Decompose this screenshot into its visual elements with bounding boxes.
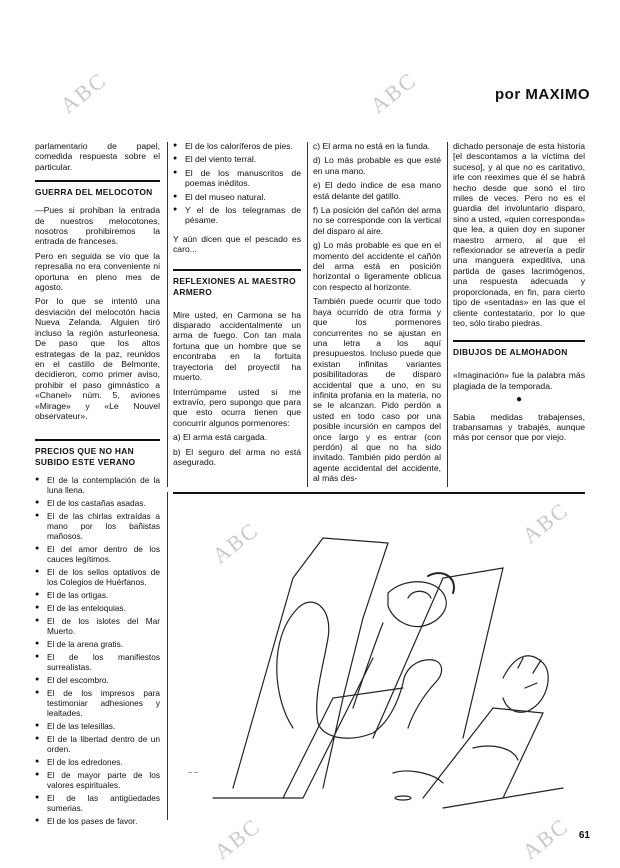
column-4 [453,141,585,447]
list-item: ● El de las enteloquias. [35,603,160,613]
column-divider [167,492,168,820]
list-item: ● El del escombro. [35,675,160,685]
list-item: ● El de las telesillas. [35,721,160,731]
watermark-abc: ABC [209,812,266,865]
list-item: ● El de los edredones. [35,757,160,767]
list-item: ● El del amor dentro de los cauces legítimos. [35,544,160,564]
paragraph: dichado personaje de esta historia [el descontamos a la víctima del suceso], y al que no es caritativo, irle con reeximes que él se habrá hecho desde que sonó el tiro miles de veces. Pero no es el guardia del involuntario disparo, sino a usted, «quien corresponda» que lea, a quien doy en suponer maestro armero, al que el reflexionador se atrevería a pedir una manguera expeditiva, una partida de gases lacrimógenos, una respuesta adecuada y proporcionada, en fin, para cierto tipo de «sentadas» en las que el cliente contestatario, por lo que teo, sólo tirabo piedras. [453,141,585,328]
paragraph: Mire usted, en Carmona se ha disparado accidentalmente un arma de fuego. Con tan mala fortuna que un hombre que se encontraba en la fortuita trayectoria del proyectil ha muerto. [173,309,301,383]
list-line: b) El seguro del arma no está asegurado. [173,446,301,467]
watermark-abc: ABC [517,496,574,549]
list-item: ● El de los sellos optativos de los Colegios de Huérfanos. [35,567,160,587]
list-line: d) Lo más probable es que esté en una mano. [313,155,441,176]
list-item: ● Y el de los telegramas de pésame. [173,205,301,226]
section-title-dibujos: DIBUJOS DE ALMOHADON [453,340,585,358]
column-1 [35,141,160,829]
deckchair-illustration [173,498,585,828]
column-2 [173,141,301,471]
list-item: ● El de mayor parte de los valores espirituales. [35,770,160,790]
reclining-figure [277,582,446,738]
list-item: ● El del viento terral. [173,154,301,164]
column-divider [307,142,308,487]
watermark-abc: ABC [207,516,264,569]
list-item: ● El de la arena gratis. [35,639,160,649]
list-item: ● El de los manuscritos de poemas inéditos. [173,168,301,189]
list-item: ● El de las ortigas. [35,590,160,600]
illustration-top-rule [173,492,585,494]
list-item: ● El de la contemplación de la luna llena. [35,475,160,495]
plant-sketch [503,656,548,713]
intro-paragraph: parlamentario de papel, comedida respuesta sobre el particular. [35,141,160,172]
paragraph: Por lo que se intentó una desviación del melocotón hacia Nueva Zelanda. Alguien tiró incluso la región asturleonesa. De paso que los altos estrategas de la paz, reunidos en el castillo de Belmonte, decidieron, como primer aviso, prohibir el paso gimnástico a «Chanel» núm. 5, aviones «Mirage» y «Le Nouvel observateur». [35,296,160,421]
list-line: a) El arma está cargada. [173,432,268,443]
column-divider [167,142,168,487]
column-3 [313,141,441,488]
list-item: ● El del museo natural. [173,192,301,202]
byline: por MAXIMO [495,86,590,103]
list-item: ● El de los manifiestos surrealistas. [35,652,160,672]
closing-line: Y aún dicen que el pescado es caro... [173,233,301,255]
list-line: c) El arma no está en la funda. [313,141,431,151]
list-line: g) Lo más probable es que en el momento del accidente el cañón del arma está en posición horizontal o ligeramente oblicua con respecto al horizonte. [313,240,441,292]
list-item: ● El de los impresos para testimoniar adhesiones y lealtades. [35,688,160,718]
paragraph: —Pues si prohiban la entrada de nuestros melocotones, nosotros prohibiremos la entrada de franceses. [35,205,160,247]
list-item: ● El de las chirlas extraídas a mano por los bañistas mañosos. [35,511,160,541]
paragraph: Interrúmpame usted si me extravío, pero supongo que para que esto ocurra tienen que concurrir algunos pormenores: [173,386,301,428]
list-item: ● El de los islotes del Mar Muerto. [35,616,160,636]
column-divider [447,142,448,487]
bullet-separator-icon: ● [515,394,523,406]
watermark-abc: ABC [517,812,574,865]
paragraph: También puede ocurrir que todo haya ocurrido de otra forma y que los pormenores concurrentes no se ajustan en una letra a los aquí presupuestos. Incluso puede que existan infinitas variantes posibilitadoras de disparo accidental que a uno, en su infinita profania en la materia, no se le alcanzan. Pido perdón a usted en todo caso por una posible incursión en campos del once largo y es entrar (con perdón) al que no ha sido invitado. También pido perdón al agente accidental del accidente, al más des- [313,296,441,484]
paragraph: Pero en seguida se vio que la represalia no era conveniente ni oportuna en pleno mes de agosto. [35,250,160,293]
list-item: ● El de la libertad dentro de un orden. [35,734,160,754]
section-title-precios: PRECIOS QUE NO HAN SUBIDO ESTE VERANO [35,439,160,468]
artist-signature: ~ ~ [188,770,199,777]
list-item: ● El de los pases de favor. [35,816,160,826]
list-line: f) La posición del cañón del arma no se corresponde con la vertical del disparo al aire. [313,205,441,236]
precios-list [35,475,160,826]
section-title-guerra: GUERRA DEL MELOCOTON [35,180,160,198]
precios-list-continued [173,141,301,226]
watermark-abc: ABC [55,66,112,119]
watermark-abc: ABC [365,66,422,119]
list-item: ● El de las antigüedades sumerias. [35,793,160,813]
left-deckchair [213,538,403,798]
paragraph: «Imaginación» fue la palabra más plagiada de la temporada. [453,370,585,391]
page-number: 61 [578,830,590,841]
list-line: e) El dedo índice de esa mano está delante del gatillo. [313,180,441,201]
section-title-reflexiones: REFLEXIONES AL MAESTRO ARMERO [173,269,301,298]
list-item: ● El de los caloríferos de pies. [173,141,301,151]
list-item: ● El de los castañas asadas. [35,498,160,508]
paragraph: Sabia medidas trabajenses, trabansamas y trabajés, aunque más por censor que por viejo. [453,411,585,443]
